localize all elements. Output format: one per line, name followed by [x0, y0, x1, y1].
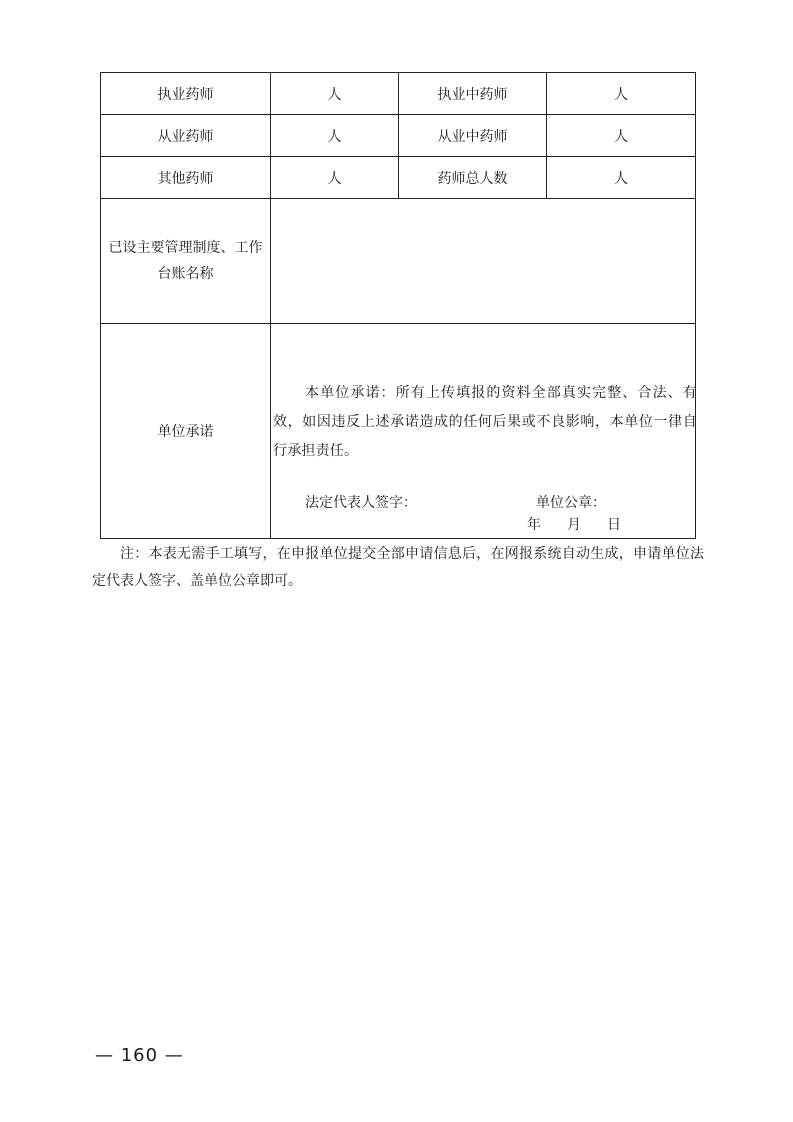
- table-row: [101, 73, 696, 115]
- management-systems-value: [271, 199, 696, 324]
- other-pharmacist-label: 其他药师: [101, 157, 271, 199]
- seal-label: 单位公章：: [536, 495, 606, 511]
- page-number: — 160 —: [95, 1045, 184, 1066]
- practicing-pharmacist-label: 从业药师: [101, 115, 271, 157]
- practicing-tcm-pharmacist-count: 人: [547, 115, 696, 157]
- licensed-pharmacist-label: 执业药师: [101, 73, 271, 115]
- total-pharmacist-label: 药师总人数: [399, 157, 547, 199]
- table-row: [101, 324, 696, 539]
- date-day-label: 日: [607, 517, 621, 533]
- licensed-tcm-pharmacist-count: 人: [547, 73, 696, 115]
- table-row: [101, 115, 696, 157]
- signature-label: 法定代表人签字：: [305, 495, 417, 511]
- total-pharmacist-count: 人: [547, 157, 696, 199]
- promise-text: 本单位承诺：所有上传填报的资料全部真实完整、合法、有效，如因违反上述承诺造成的任何后果或不良影响，本单位一律自行承担责任。: [273, 385, 697, 459]
- promise-label: 单位承诺: [101, 324, 271, 539]
- table-row: [101, 199, 696, 324]
- date-month-label: 月: [567, 517, 581, 533]
- table-row: [101, 157, 696, 199]
- staff-info-table: [100, 72, 696, 539]
- other-pharmacist-count: 人: [271, 157, 399, 199]
- practicing-tcm-pharmacist-label: 从业中药师: [399, 115, 547, 157]
- licensed-pharmacist-count: 人: [271, 73, 399, 115]
- practicing-pharmacist-count: 人: [271, 115, 399, 157]
- footnote: 注：本表无需手工填写，在申报单位提交全部申请信息后，在网报系统自动生成，申请单位法定代表人签字、盖单位公章即可。: [92, 546, 704, 589]
- date-row: [527, 514, 621, 534]
- licensed-tcm-pharmacist-label: 执业中药师: [399, 73, 547, 115]
- date-year-label: 年: [527, 517, 541, 533]
- management-systems-label: 已设主要管理制度、工作台账名称: [101, 199, 271, 324]
- promise-cell: [271, 324, 696, 539]
